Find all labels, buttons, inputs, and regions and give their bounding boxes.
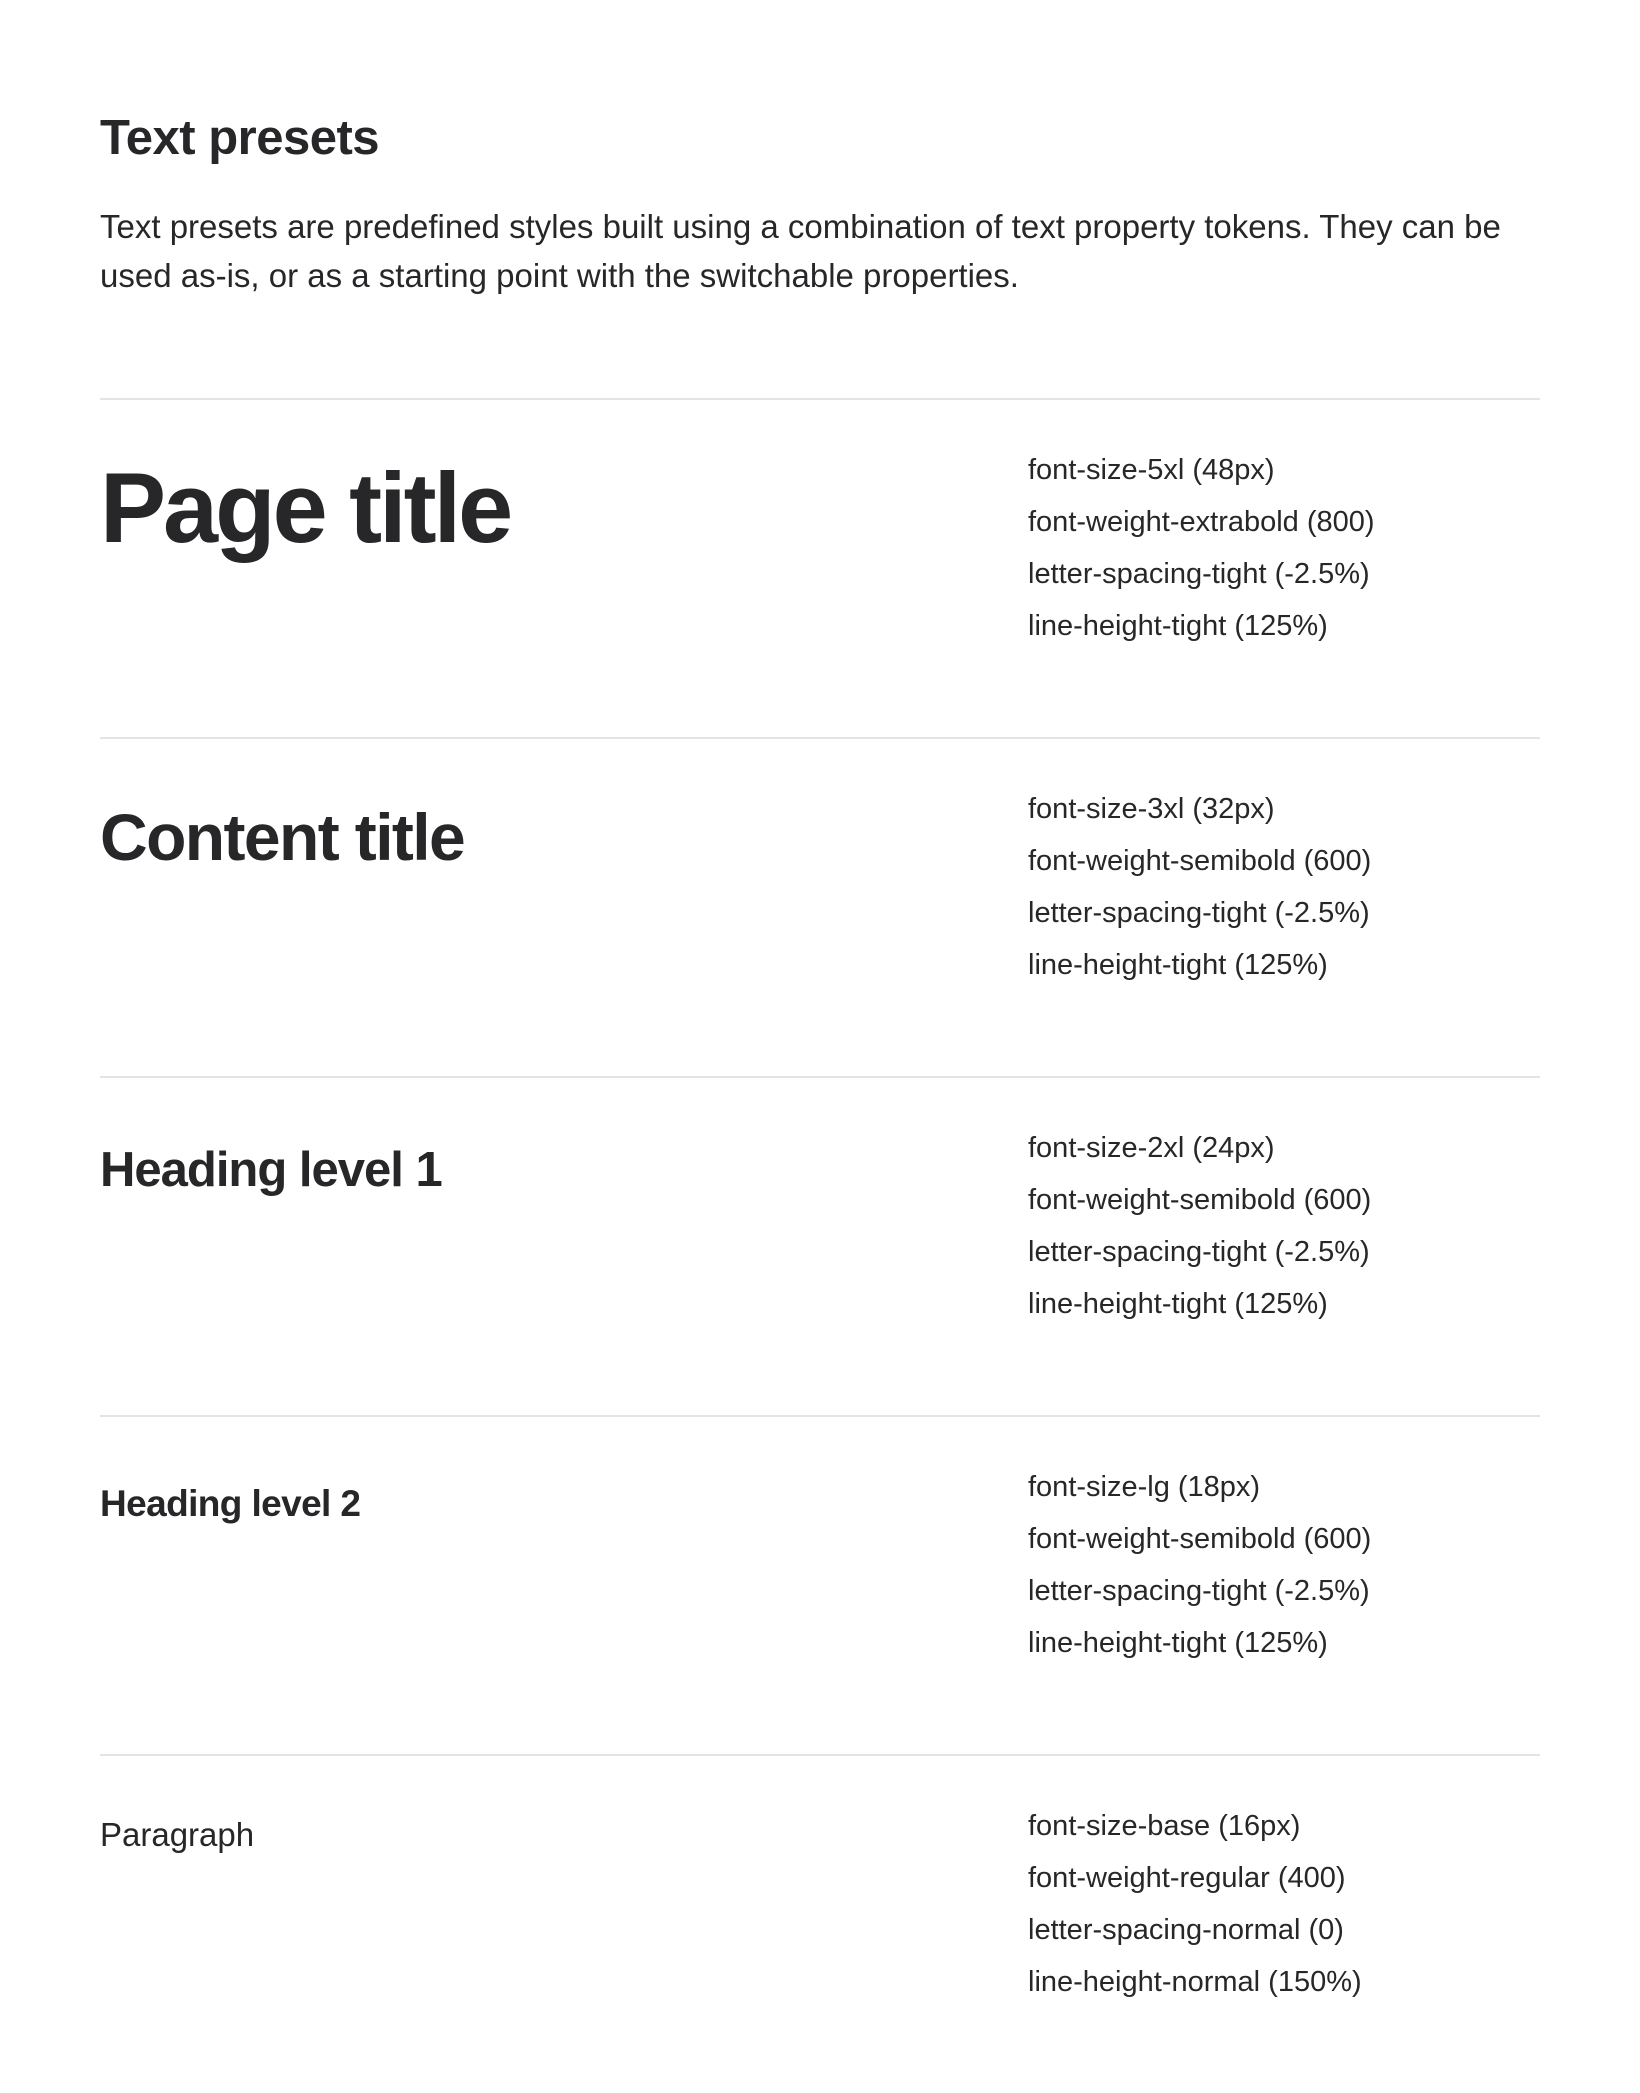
property-line-height: line-height-normal (150%): [1028, 1966, 1362, 1998]
property-font-weight: font-weight-regular (400): [1028, 1862, 1346, 1894]
preset-properties: [1028, 1122, 1371, 1330]
property-font-size: font-size-3xl (32px): [1028, 793, 1275, 825]
preset-row-content-title: [100, 737, 1540, 1076]
property-font-size: font-size-lg (18px): [1028, 1471, 1261, 1503]
preset-properties: [1028, 1800, 1362, 2008]
property-font-size: font-size-base (16px): [1028, 1810, 1301, 1842]
preset-sample-paragraph: Paragraph: [100, 1816, 255, 1853]
property-letter-spacing: letter-spacing-tight (-2.5%): [1028, 1575, 1370, 1607]
page-heading: Text presets: [100, 111, 380, 165]
property-font-weight: font-weight-semibold (600): [1028, 1523, 1372, 1555]
property-line-height: line-height-tight (125%): [1028, 610, 1328, 642]
property-font-weight: font-weight-semibold (600): [1028, 1184, 1372, 1216]
property-letter-spacing: letter-spacing-tight (-2.5%): [1028, 1236, 1370, 1268]
property-line-height: line-height-tight (125%): [1028, 949, 1328, 981]
preset-row-page-title: [100, 398, 1540, 737]
property-font-size: font-size-2xl (24px): [1028, 1132, 1275, 1164]
property-font-size: font-size-5xl (48px): [1028, 454, 1275, 486]
preset-sample-heading-level-1: Heading level 1: [100, 1143, 442, 1197]
preset-properties: [1028, 444, 1375, 652]
property-font-weight: font-weight-semibold (600): [1028, 845, 1372, 877]
property-letter-spacing: letter-spacing-normal (0): [1028, 1914, 1344, 1946]
property-letter-spacing: letter-spacing-tight (-2.5%): [1028, 897, 1370, 929]
preset-sample-heading-level-2: Heading level 2: [100, 1483, 361, 1524]
property-line-height: line-height-tight (125%): [1028, 1288, 1328, 1320]
preset-sample-page-title: Page title: [100, 452, 511, 563]
preset-list: [100, 398, 1540, 2093]
preset-properties: [1028, 1461, 1371, 1669]
intro-paragraph: Text presets are predefined styles built using a combination of text property tokens. They can be used as-is, or as a starting point with the switchable properties.: [100, 208, 1501, 294]
property-letter-spacing: letter-spacing-tight (-2.5%): [1028, 558, 1370, 590]
property-font-weight: font-weight-extrabold (800): [1028, 506, 1375, 538]
property-line-height: line-height-tight (125%): [1028, 1627, 1328, 1659]
preset-row-heading-level-1: [100, 1076, 1540, 1415]
preset-sample-content-title: Content title: [100, 800, 465, 874]
preset-row-heading-level-2: [100, 1415, 1540, 1754]
preset-row-paragraph: [100, 1754, 1540, 2093]
preset-properties: [1028, 783, 1371, 991]
